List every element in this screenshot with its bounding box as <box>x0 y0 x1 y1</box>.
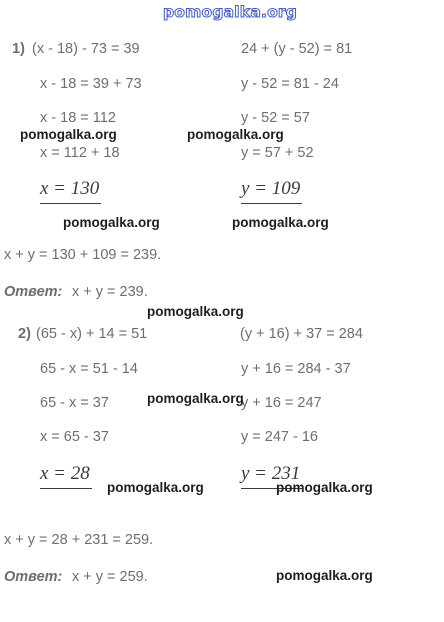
task2-answer: x + y = 259. <box>72 569 148 585</box>
task1-right-line3: y - 52 = 57 <box>241 110 310 126</box>
task1-left-line4: x = 112 + 18 <box>40 145 120 161</box>
task2-right-line4: y = 247 - 16 <box>241 429 318 445</box>
task2-sum: x + y = 28 + 231 = 259. <box>4 532 154 548</box>
task1-left-line3: x - 18 = 112 <box>40 110 116 126</box>
task1-left-result: x = 130 <box>40 178 100 199</box>
watermark-6: pomogalka.org <box>147 391 244 406</box>
task1-number: 1) <box>12 41 25 57</box>
task1-left-line1: (x - 18) - 73 = 39 <box>32 41 140 57</box>
watermark-1: pomogalka.org <box>20 127 117 142</box>
task2-number: 2) <box>18 326 31 342</box>
task2-left-line3: 65 - x = 37 <box>40 395 109 411</box>
task1-answer: x + y = 239. <box>72 284 148 300</box>
task2-left-result: x = 28 <box>40 463 90 484</box>
task2-right-line3: y + 16 = 247 <box>241 395 322 411</box>
watermark-8: pomogalka.org <box>276 480 373 495</box>
watermark-2: pomogalka.org <box>187 127 284 142</box>
task1-right-result: y = 109 <box>241 178 301 199</box>
watermark-top: pomogalka.org <box>163 3 298 21</box>
task2-left-line4: x = 65 - 37 <box>40 429 109 445</box>
task1-right-line2: y - 52 = 81 - 24 <box>241 76 339 92</box>
watermark-9: pomogalka.org <box>276 568 373 583</box>
task1-sum: x + y = 130 + 109 = 239. <box>4 247 162 263</box>
task2-left-line2: 65 - x = 51 - 14 <box>40 361 138 377</box>
task2-right-line1: (y + 16) + 37 = 284 <box>240 326 363 342</box>
task1-right-line4: y = 57 + 52 <box>241 145 314 161</box>
watermark-4: pomogalka.org <box>232 215 329 230</box>
task2-right-result: y = 231 <box>241 463 301 484</box>
task1-answer-label: Ответ: <box>4 284 63 300</box>
task2-answer-label: Ответ: <box>4 569 63 585</box>
task1-right-line1: 24 + (y - 52) = 81 <box>241 41 353 57</box>
watermark-3: pomogalka.org <box>63 215 160 230</box>
task1-left-line2: x - 18 = 39 + 73 <box>40 76 142 92</box>
task2-right-line2: y + 16 = 284 - 37 <box>241 361 351 377</box>
task2-left-line1: (65 - x) + 14 = 51 <box>36 326 148 342</box>
watermark-5: pomogalka.org <box>147 304 244 319</box>
watermark-7: pomogalka.org <box>107 480 204 495</box>
